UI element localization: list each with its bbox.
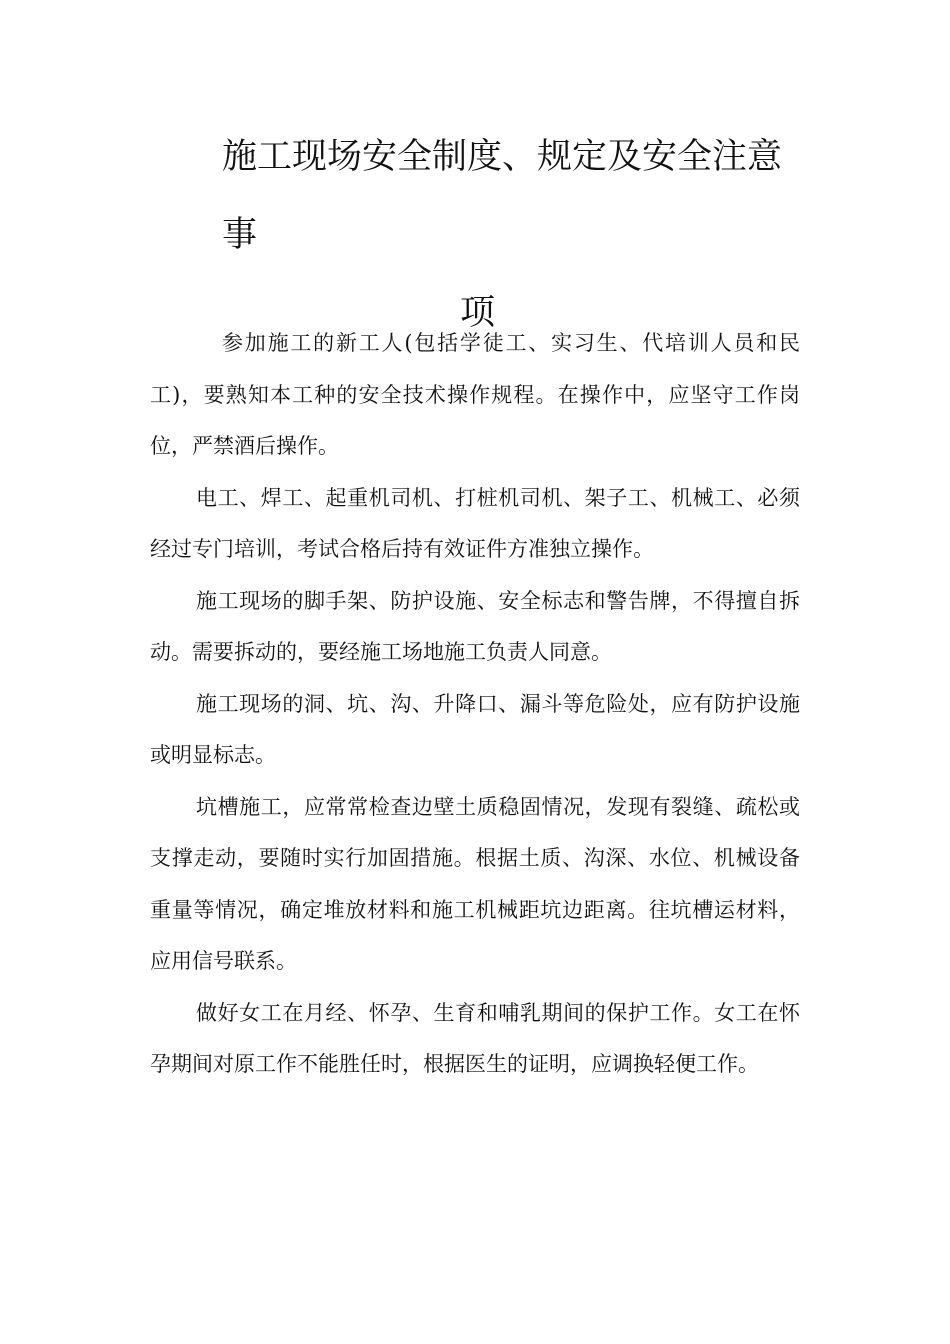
- paragraph-new-workers: 参加施工的新工人(包括学徒工、实习生、代培训人员和民工)，要熟知本工种的安全技术操作规程。在操作中，应坚守工作岗位，严禁酒后操作。: [150, 331, 800, 458]
- paragraph-danger-areas: 施工现场的洞、坑、沟、升降口、漏斗等危险处，应有防护设施或明显标志。: [150, 691, 800, 767]
- title-line-2: 项: [460, 293, 496, 333]
- paragraph-special-operators: 电工、焊工、起重机司机、打桩机司机、架子工、机械工、必须经过专门培训，考试合格后持有效证件方准独立操作。: [150, 485, 800, 561]
- paragraph-trench-work: 坑槽施工，应常常检查边壁土质稳固情况，发现有裂缝、疏松或支撑走动，要随时实行加固措施。根据土质、沟深、水位、机械设备重量等情况，确定堆放材料和施工机械距坑边距离。往坑槽运材料，应用信号联系。: [150, 794, 800, 973]
- document-title: [222, 118, 802, 352]
- title-line-1: 施工现场安全制度、规定及安全注意事: [222, 137, 783, 255]
- paragraph-female-workers: 做好女工在月经、怀孕、生育和哺乳期间的保护工作。女工在怀孕期间对原工作不能胜任时，根据医生的证明，应调换轻便工作。: [150, 1000, 800, 1076]
- paragraph-safety-facilities: 施工现场的脚手架、防护设施、安全标志和警告牌，不得擅自拆动。需要拆动的，要经施工场地施工负责人同意。: [150, 588, 800, 664]
- document-body: [150, 318, 800, 1091]
